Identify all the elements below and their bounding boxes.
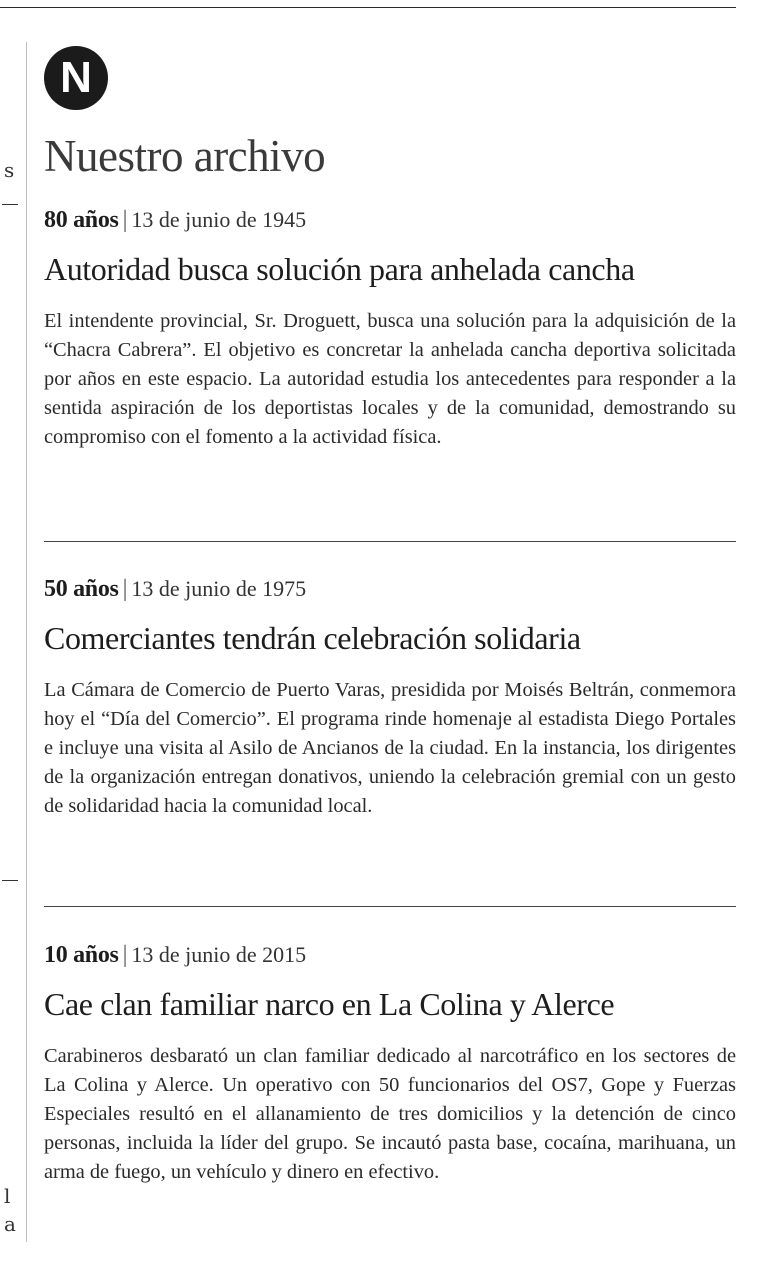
- n-logo-icon: N: [44, 46, 108, 110]
- entry-date: 13 de junio de 1945: [131, 207, 307, 232]
- top-rule: [0, 7, 736, 8]
- entry-headline: Autoridad busca solución para anhelada cancha: [44, 251, 635, 287]
- meta-separator: |: [122, 942, 128, 968]
- entry-date: 13 de junio de 2015: [131, 942, 307, 967]
- entry-meta: [44, 574, 736, 604]
- entry-headline: Comerciantes tendrán celebración solidaria: [44, 620, 581, 656]
- entry-body: La Cámara de Comercio de Puerto Varas, presidida por Moisés Beltrán, conmemora hoy el “Día del Comercio”. El programa rinde homenaje al estadista Diego Portales e incluye una visita al Asilo de Ancianos de la ciudad. En la instancia, los dirigentes de la organización entregan donativos, uniendo la celebración gremial con un gesto de solidaridad hacia la comunidad local.: [44, 679, 736, 817]
- entry-body: Carabineros desbarató un clan familiar dedicado al narcotráfico en los sectores de La Colina y Alerce. Un operativo con 50 funcionarios del OS7, Gope y Fuerzas Especiales resultó en el allanamiento de tres domicilios y la detención de cinco personas, incluida la líder del grupo. Se incautó pasta base, cocaína, marihuana, un arma de fuego, un vehículo y dinero en efectivo.: [44, 1045, 736, 1183]
- entry-meta: [44, 205, 736, 235]
- archive-entry: [44, 205, 736, 452]
- fragment-letter: s: [4, 158, 15, 182]
- entry-divider: [44, 906, 736, 907]
- column-divider: [26, 42, 27, 1242]
- entry-meta: [44, 940, 736, 970]
- adjacent-column-fragment: [0, 0, 24, 1280]
- meta-separator: |: [122, 576, 128, 602]
- entry-body: El intendente provincial, Sr. Droguett, busca una solución para la adquisición de la “Chacra Cabrera”. El objetivo es concretar la anhelada cancha deportiva solicitada por años en este espacio. La autoridad estudia los antecedentes para responder a la sentida aspiración de los deportistas locales y de la comunidad, demostrando su compromiso con el fomento a la actividad física.: [44, 310, 736, 448]
- entry-years: 80 años: [44, 207, 119, 233]
- meta-separator: |: [122, 207, 128, 233]
- entry-date: 13 de junio de 1975: [131, 576, 307, 601]
- section-title: Nuestro archivo: [44, 131, 326, 181]
- entry-years: 50 años: [44, 576, 119, 602]
- fragment-rule: [2, 880, 18, 881]
- fragment-rule: [2, 204, 18, 205]
- entry-years: 10 años: [44, 942, 119, 968]
- archive-entry: [44, 940, 736, 1187]
- entry-headline: Cae clan familiar narco en La Colina y Alerce: [44, 986, 615, 1022]
- fragment-letter: l: [4, 1184, 11, 1208]
- archive-entry: [44, 574, 736, 821]
- entry-divider: [44, 541, 736, 542]
- fragment-letter: a: [4, 1212, 16, 1236]
